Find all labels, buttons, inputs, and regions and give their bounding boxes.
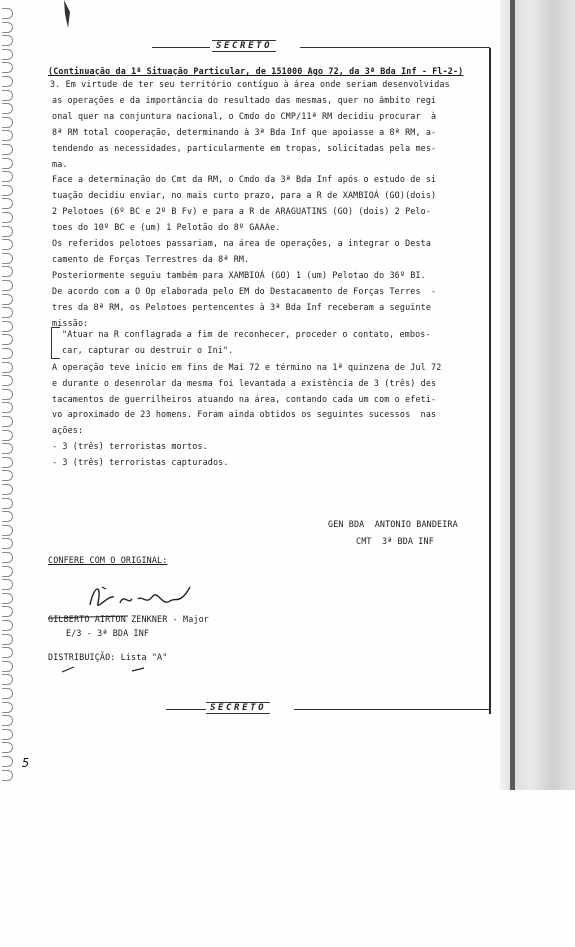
binder-hole — [2, 171, 13, 182]
body-line: Posteriormente seguiu também para XAMBIOÁ (GO) 1 (um) Pelotao do 36º BI. — [52, 269, 426, 280]
authenticator-name: GILBERTO AIRTON ZENKNER - Major — [48, 614, 209, 624]
result-line: tacamentos de guerrilheiros atuando na área, contando cada um com o efeti- — [52, 393, 437, 404]
signatory-name: GEN BDA ANTONIO BANDEIRA — [328, 519, 458, 529]
binder-hole — [2, 416, 13, 427]
binder-hole — [2, 674, 13, 685]
binder-hole — [2, 647, 13, 658]
binder-hole — [2, 498, 13, 509]
bottom-classification-stamp: SECRETO — [206, 702, 270, 714]
binder-hole — [2, 321, 13, 332]
bottom-secret-rule-left — [166, 709, 206, 710]
binder-hole — [2, 226, 13, 237]
signatory-title: CMT 3ª BDA INF — [356, 536, 434, 546]
body-line: Face a determinação do Cmt da RM, o Cmdo da 3ª Bda Inf após o estudo de si — [52, 174, 437, 185]
scan-shadow — [510, 0, 515, 790]
pen-mark-2 — [130, 664, 150, 674]
body-line: Os referidos pelotoes passariam, na área de operações, a integrar o Desta — [52, 238, 432, 248]
binder-hole — [2, 661, 13, 672]
binder-hole — [2, 239, 13, 250]
corner-smudge — [62, 0, 72, 30]
binder-hole — [2, 375, 13, 386]
binder-hole — [2, 90, 13, 101]
binder-hole — [2, 117, 13, 128]
binder-hole — [2, 144, 13, 155]
binder-hole — [2, 484, 13, 495]
binder-hole — [2, 280, 13, 291]
body-line: 2 Pelotoes (6º BC e 2º B Fv) e para a R de ARAGUATINS (GO) (dois) 2 Pelo- — [52, 206, 432, 217]
quote-line: "Atuar na R conflagrada a fim de reconhecer, proceder o contato, embos- — [62, 329, 431, 339]
body-line: 8ª RM total cooperação, determinando à 3ª Bda Inf que apoiasse a 8ª RM, a- — [52, 126, 437, 137]
binder-hole — [2, 511, 13, 522]
binder-hole — [2, 402, 13, 413]
body-line: tendendo as necessidades, particularmente em tropas, solicitadas pela mes- — [52, 142, 437, 153]
result-line: A operação teve início em fins de Mai 72 e término na 1ª quinzena de Jul 72 — [52, 362, 442, 372]
body-line: tuação decidiu enviar, no mais curto prazo, para a R de XAMBIOÁ (GO)(dois) — [52, 190, 437, 201]
quote-line: car, capturar ou destruir o Ini". — [62, 345, 234, 355]
binder-hole — [2, 525, 13, 536]
binder-hole — [2, 702, 13, 713]
body-line: missão: — [52, 317, 89, 328]
binder-hole — [2, 185, 13, 196]
binder-hole — [2, 362, 13, 373]
binder-hole — [2, 443, 13, 454]
binder-hole — [2, 35, 13, 46]
binder-hole — [2, 62, 13, 73]
continuation-header: (Continuação da 1ª Situação Particular, de 151000 Ago 72, da 3ª Bda Inf - Fl-2-) — [48, 66, 464, 76]
confere-label: CONFERE COM O ORIGINAL: — [48, 555, 168, 565]
body-line: ma. — [52, 158, 68, 169]
body-line: onal quer na conjuntura nacional, o Cmdo do CMP/11ª RM decidiu procurar à — [52, 110, 437, 121]
binder-hole — [2, 606, 13, 617]
result-line: ações: — [52, 425, 84, 436]
right-margin-rule — [489, 48, 491, 714]
binder-hole — [2, 715, 13, 726]
binder-hole — [2, 552, 13, 563]
binder-hole — [2, 470, 13, 481]
binder-holes — [0, 0, 26, 790]
pen-mark — [60, 664, 80, 674]
binder-hole — [2, 49, 13, 60]
binder-hole — [2, 22, 13, 33]
binder-hole — [2, 76, 13, 87]
binder-hole — [2, 389, 13, 400]
page-number: 5 — [22, 756, 30, 770]
binder-hole — [2, 742, 13, 753]
binder-hole — [2, 294, 13, 305]
binder-hole — [2, 688, 13, 699]
binder-hole — [2, 130, 13, 141]
body-line: as operações e da importância do resultado das mesmas, quer no âmbito regi — [52, 94, 437, 105]
binder-hole — [2, 770, 13, 781]
binder-hole — [2, 8, 13, 19]
binder-hole — [2, 756, 13, 767]
binder-hole — [2, 266, 13, 277]
binder-hole — [2, 566, 13, 577]
binder-hole — [2, 158, 13, 169]
distribution-line: DISTRIBUIÇÃO: Lista "A" — [48, 652, 168, 662]
binder-hole — [2, 212, 13, 223]
binder-hole — [2, 729, 13, 740]
body-line: tres da 8ª RM, os Pelotoes pertencentes à 3ª Bda Inf receberam a seguinte — [52, 301, 432, 312]
binder-hole — [2, 198, 13, 209]
binder-hole — [2, 457, 13, 468]
authenticator-title: E/3 - 3ª BDA INF — [66, 628, 150, 638]
bottom-secret-rule-right — [294, 709, 490, 710]
binder-hole — [2, 334, 13, 345]
result-line: - 3 (três) terroristas mortos. — [52, 441, 208, 451]
secret-rule-left — [152, 47, 210, 48]
handwritten-signature — [80, 575, 200, 615]
result-line: - 3 (três) terroristas capturados. — [52, 456, 229, 467]
quote-bracket — [51, 327, 60, 359]
binder-hole — [2, 103, 13, 114]
binder-hole — [2, 430, 13, 441]
binder-hole — [2, 620, 13, 631]
result-line: e durante o desenrolar da mesma foi levantada a existência de 3 (três) des — [52, 377, 437, 388]
binder-hole — [2, 253, 13, 264]
top-classification-stamp: SECRETO — [212, 40, 276, 52]
binder-hole — [2, 634, 13, 645]
body-line: De acordo com a O Op elaborada pelo EM do Destacamento de Forças Terres - — [52, 285, 437, 296]
binder-hole — [2, 348, 13, 359]
body-line: camento de Forças Terrestres da 8ª RM. — [52, 253, 250, 264]
secret-rule-right — [300, 47, 490, 48]
body-line: 3. Em virtude de ter seu território contíguo à área onde seriam desenvolvidas — [50, 79, 450, 89]
binder-hole — [2, 538, 13, 549]
result-line: vo aproximado de 23 homens. Foram ainda obtidos os seguintes sucessos nas — [52, 409, 437, 420]
binder-hole — [2, 593, 13, 604]
body-line: toes do 10º BC e (um) 1 Pelotão do 8º GAAAe. — [52, 222, 281, 233]
binder-hole — [2, 307, 13, 318]
binder-hole — [2, 579, 13, 590]
